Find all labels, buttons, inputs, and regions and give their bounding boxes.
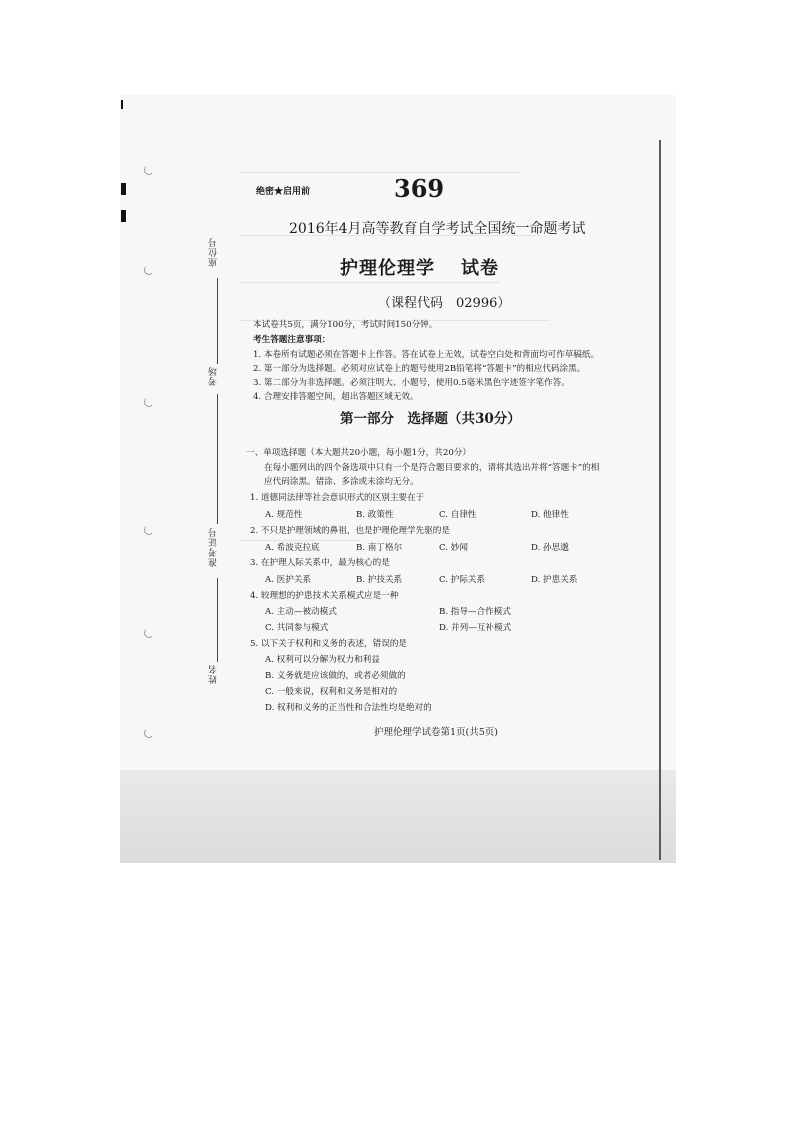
- section-title: 一、单项选择题（本大题共20小题，每小题1分，共20分）: [246, 448, 471, 458]
- question-option: D. 权利和义务的正当性和合法性均是绝对的: [265, 703, 432, 713]
- scan-mark: [121, 100, 123, 109]
- part-heading: 第一部分 选择题（共30分）: [340, 411, 521, 427]
- binding-line: [217, 578, 218, 662]
- question-stem: 5. 以下关于权利和义务的表述，错误的是: [250, 639, 408, 649]
- binding-line: [217, 278, 218, 364]
- binding-hole-icon: [144, 525, 154, 535]
- binding-hole-icon: [144, 265, 154, 275]
- notice-title: 考生答题注意事项：: [253, 335, 331, 345]
- bleed-through: [240, 172, 520, 173]
- question-option: A. 规范性: [265, 510, 303, 520]
- question-option: C. 妙闻: [439, 543, 468, 553]
- question-option: A. 权利可以分解为权力和利益: [265, 655, 380, 665]
- section-desc: 在每小题列出的四个备选项中只有一个是符合题目要求的，请将其选出并将“答题卡”的相: [264, 463, 600, 473]
- question-option: C. 护际关系: [439, 575, 486, 585]
- scan-mark: [121, 210, 126, 222]
- question-stem: 2. 不只是护理领域的鼻祖，也是护理伦理学先驱的是: [250, 526, 450, 536]
- question-option: D. 孙思邈: [531, 543, 569, 553]
- paper-code: 369: [394, 174, 445, 203]
- question-option: C. 自律性: [439, 510, 477, 520]
- question-option: D. 他律性: [531, 510, 569, 520]
- page-edge-line: [659, 140, 661, 860]
- question-option: B. 政策性: [356, 510, 394, 520]
- question-option: D. 护患关系: [531, 575, 578, 585]
- bleed-through: [240, 282, 500, 283]
- question-stem: 1. 道德同法律等社会意识形式的区别主要在于: [250, 493, 425, 503]
- scan-shadow: [120, 770, 676, 863]
- admission-number-label: 准考证号: [209, 527, 219, 567]
- page-footer: 护理伦理学试卷第1页(共5页): [374, 727, 499, 738]
- paper-title: [340, 254, 499, 280]
- scan-mark: [121, 183, 126, 195]
- question-option: B. 南丁格尔: [356, 543, 403, 553]
- binding-hole-icon: [144, 397, 154, 407]
- name-label: 姓名: [209, 664, 219, 684]
- binding-hole-icon: [144, 165, 154, 175]
- exam-room-label: 考场: [209, 366, 219, 386]
- notice-item: 2. 第一部分为选择题。必须对应试卷上的题号使用2B铅笔将“答题卡”的相应代码涂黑。: [253, 364, 586, 374]
- exam-title: 2016年4月高等教育自学考试全国统一命题考试: [289, 221, 586, 237]
- question-option: D. 并列—互补模式: [439, 623, 512, 633]
- exam-intro: 本试卷共5页，满分100分，考试时间150分钟。: [253, 320, 438, 330]
- binding-hole-icon: [144, 628, 154, 638]
- question-option: A. 希波克拉底: [265, 543, 320, 553]
- course-code: （课程代码 02996）: [378, 296, 511, 311]
- section-desc: 应代码涂黑。错涂、多涂或未涂均无分。: [264, 477, 419, 487]
- notice-item: 1. 本卷所有试题必须在答题卡上作答。答在试卷上无效，试卷空白处和背面均可作草稿纸。: [253, 350, 600, 360]
- notice-item: 4. 合理安排答题空间，超出答题区域无效。: [253, 392, 419, 402]
- binding-hole-icon: [144, 728, 154, 738]
- question-option: A. 医护关系: [265, 575, 312, 585]
- question-option: B. 指导—合作模式: [439, 607, 511, 617]
- confidential-mark: 绝密★启用前: [256, 187, 311, 197]
- notice-item: 3. 第二部分为非选择题。必须注明大、小题号，使用0.5毫米黑色字迹签字笔作答。: [253, 378, 570, 388]
- binding-line: [217, 394, 218, 524]
- question-option: B. 护技关系: [356, 575, 403, 585]
- paper-title-suffix: 试卷: [461, 258, 499, 279]
- question-stem: 4. 较理想的护患技术关系模式应是一种: [250, 591, 399, 601]
- seat-number-label: 座位号: [209, 237, 219, 267]
- question-option: A. 主动—被动模式: [265, 607, 337, 617]
- question-option: B. 义务就是应该做的，或者必须做的: [265, 671, 406, 681]
- paper-title-main: 护理伦理学: [340, 258, 435, 279]
- question-option: C. 共同参与模式: [265, 623, 329, 633]
- question-option: C. 一般来说，权利和义务是相对的: [265, 687, 398, 697]
- question-stem: 3. 在护理人际关系中，最为核心的是: [250, 558, 390, 568]
